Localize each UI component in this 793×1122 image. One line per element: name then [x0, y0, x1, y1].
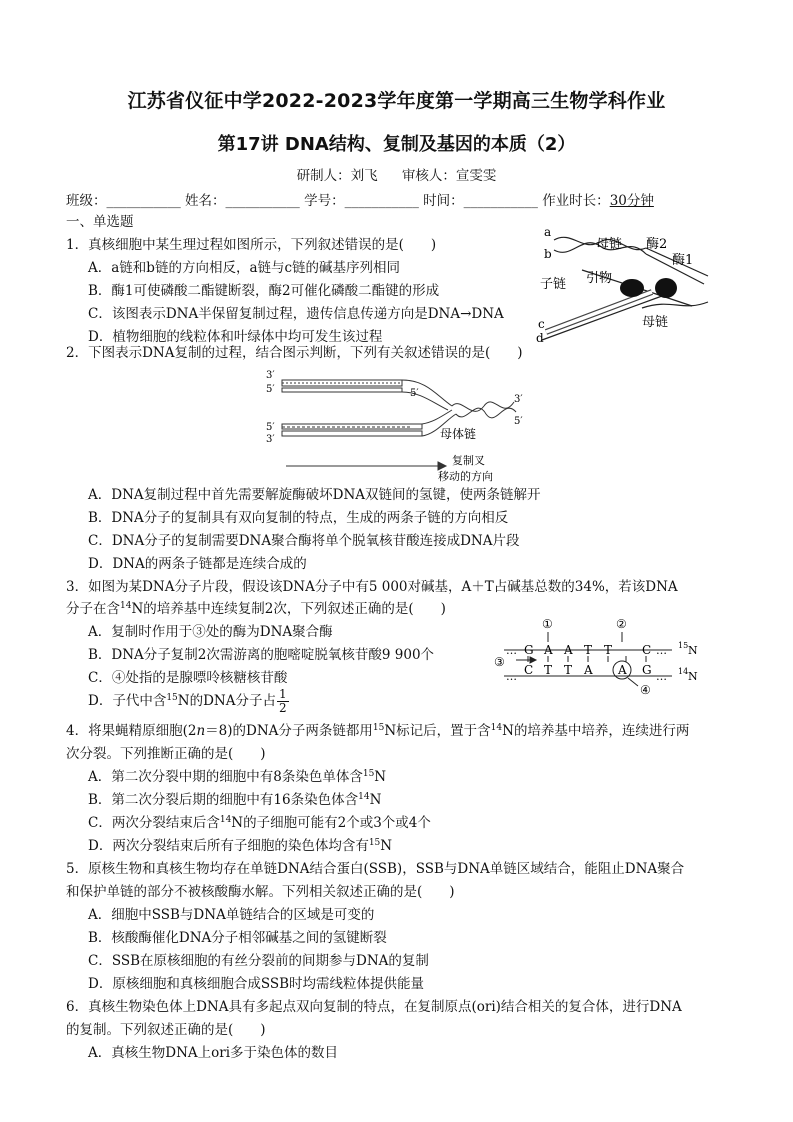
name-label: 姓名：	[185, 193, 226, 209]
q3-bottom-base-2: T	[544, 663, 553, 677]
one-half-fraction: $\frac{1}{2}$	[278, 687, 287, 715]
q1-label-b: b	[544, 247, 552, 261]
q3-dna-segment-figure	[492, 614, 702, 696]
q3-dots-top-left: …	[506, 644, 517, 657]
q1-label-primer: 引物	[586, 271, 613, 286]
q3-n14-sup: 14	[678, 667, 689, 676]
q1-stem: 1．真核细胞中某生理过程如图所示，下列叙述错误的是( )	[66, 237, 437, 253]
q2-label-5prime-right: 5′	[514, 416, 523, 427]
duration-label: 作业时长：	[542, 193, 610, 209]
section-heading: 一、单选题	[66, 214, 134, 230]
q2-label-3prime-bottom: 3′	[266, 434, 275, 445]
q3-option-a: A．复制时作用于③处的酶为DNA聚合酶	[88, 624, 333, 640]
q2-option-a: A．DNA复制过程中首先需要解旋酶破坏DNA双链间的氢键，使两条链解开	[88, 487, 541, 503]
q2-label-parent-strand: 母体链	[440, 427, 477, 441]
q2-label-3prime-right: 3′	[514, 394, 523, 405]
q2-label-fork-2: 移动的方向	[438, 470, 493, 483]
q3-bottom-base-3: T	[564, 663, 573, 677]
q4-option-c: C．两次分裂结束后含$^{14}$N的子细胞可能有2个或3个或4个	[88, 815, 431, 831]
q3-top-base-1: G	[524, 643, 534, 657]
q6-stem-line1: 6．真核生物染色体上DNA具有多起点双向复制的特点，在复制原点(ori)结合相关的复合体，进行DNA	[66, 999, 682, 1015]
q5-stem-line1: 5．原核生物和真核生物均存在单链DNA结合蛋白(SSB)，SSB与DNA单链区域结合，能阻止DNA聚合	[66, 861, 685, 877]
q4-option-a: A．第二次分裂中期的细胞中有8条染色单体含$^{15}$N	[88, 769, 387, 785]
author-line	[0, 164, 793, 184]
q3-dots-bottom-left: …	[506, 670, 517, 683]
q3-mark-1: ①	[542, 617, 553, 631]
q1-option-b: B．酶1可使磷酸二酯键断裂，酶2可催化磷酸二酯键的形成	[88, 283, 440, 299]
id-label: 学号：	[304, 193, 345, 209]
q3-mark-4: ④	[640, 683, 651, 696]
q3-top-base-6: C	[642, 643, 652, 657]
q1-label-enzyme1: 酶1	[672, 253, 694, 268]
q2-option-b: B．DNA分子的复制具有双向复制的特点，生成的两条子链的方向相反	[88, 510, 509, 526]
q2-option-d: D．DNA的两条子链都是连续合成的	[88, 556, 307, 572]
q3-n15-n: N	[688, 644, 698, 657]
q3-mark-2: ②	[616, 617, 627, 631]
q5-option-b: B．核酸酶催化DNA分子相邻碱基之间的氢键断裂	[88, 930, 387, 946]
q1-option-c: C．该图表示DNA半保留复制过程，遗传信息传递方向是DNA→DNA	[88, 306, 504, 322]
q1-replication-figure	[532, 222, 732, 350]
q1-label-mother-strand-bottom: 母链	[642, 315, 669, 330]
student-info-line: 班级：___________ 姓名：___________ 学号：___________ 时间：___________ 作业时长：30分钟	[66, 193, 654, 209]
q3-bottom-base-4: A	[584, 663, 593, 677]
q3-option-b: B．DNA分子复制2次需游离的胞嘧啶脱氧核苷酸9 900个	[88, 647, 435, 663]
q3-option-c: C．④处指的是腺嘌呤核糖核苷酸	[88, 670, 288, 686]
q1-option-d: D．植物细胞的线粒体和叶绿体中均可发生该过程	[88, 329, 383, 345]
enzyme2-shape	[620, 279, 644, 297]
q2-label-5prime-fork: 5′	[410, 388, 419, 399]
q3-mark-3: ③	[494, 655, 505, 669]
enzyme1-shape	[655, 278, 677, 298]
q3-option-d: D．子代中含$^{15}$N的DNA分子占 $\frac{1}{2}$	[88, 687, 287, 715]
q5-option-c: C．SSB在原核细胞的有丝分裂前的间期参与DNA的复制	[88, 953, 429, 969]
time-label: 时间：	[423, 193, 464, 209]
q4-stem-line1: 4．将果蝇精原细胞(2n＝8)的DNA分子两条链都用$^{15}$N标记后，置于含$^{14}$N的培养基中培养，连续进行两	[66, 723, 690, 739]
q3-dots-bottom-right: …	[656, 670, 667, 683]
q2-label-fork-1: 复制叉	[452, 454, 485, 467]
q3-n14-n: N	[688, 670, 698, 683]
q2-label-5prime-top: 5′	[266, 384, 275, 395]
q2-label-5prime-bottom: 5′	[266, 422, 275, 433]
q3-bottom-base-5: A	[618, 663, 627, 677]
q4-stem-line2: 次分裂。下列推断正确的是( )	[66, 746, 266, 762]
q3-stem-line1: 3．如图为某DNA分子片段，假设该DNA分子中有5 000对碱基，A＋T占碱基总数的34%，若该DNA	[66, 579, 678, 595]
q1-label-daughter-strand: 子链	[540, 277, 567, 292]
q3-dots-top-right: …	[656, 644, 667, 657]
q2-option-c: C．DNA分子的复制需要DNA聚合酶将单个脱氧核苷酸连接成DNA片段	[88, 533, 520, 549]
q1-label-mother-strand-top: 母链	[596, 237, 623, 252]
q4-option-b: B．第二次分裂后期的细胞中有16条染色体含$^{14}$N	[88, 792, 382, 808]
q1-label-enzyme2: 酶2	[646, 237, 668, 252]
page-subtitle: 第17讲 DNA结构、复制及基因的本质（2）	[217, 134, 576, 155]
q3-n15-sup: 15	[678, 641, 689, 650]
q1-label-d: d	[536, 331, 544, 345]
reviewer-label: 审核人：宣雯雯	[401, 168, 497, 184]
q2-replication-fork-figure	[262, 366, 532, 484]
q2-stem: 2．下图表示DNA复制的过程，结合图示判断，下列有关叙述错误的是( )	[66, 345, 523, 361]
q3-bottom-base-6: G	[642, 663, 652, 677]
q3-top-base-2: A	[544, 643, 553, 657]
q5-stem-line2: 和保护单链的部分不被核酸酶水解。下列相关叙述正确的是( )	[66, 884, 455, 900]
q5-option-a: A．细胞中SSB与DNA单链结合的区域是可变的	[88, 907, 375, 923]
q3-bottom-base-1: C	[524, 663, 534, 677]
maker-label: 研制人：刘飞	[296, 168, 378, 184]
duration-value: 30分钟	[609, 193, 654, 209]
class-label: 班级：	[66, 193, 107, 209]
q4-option-d: D．两次分裂结束后所有子细胞的染色体均含有$^{15}$N	[88, 838, 393, 854]
q3-top-base-4: T	[584, 643, 593, 657]
q1-option-a: A．a链和b链的方向相反，a链与c链的碱基序列相同	[88, 260, 401, 276]
q1-label-c: c	[538, 317, 545, 331]
q2-label-3prime-top: 3′	[266, 370, 275, 381]
q3-stem-line2: 分子在含$^{14}$N的培养基中连续复制2次，下列叙述正确的是( )	[66, 601, 446, 617]
q3-top-base-5: T	[604, 643, 613, 657]
q6-option-a: A．真核生物DNA上ori多于染色体的数目	[88, 1045, 339, 1061]
page-title: 江苏省仪征中学2022-2023学年度第一学期高三生物学科作业	[127, 90, 666, 112]
q1-label-a: a	[544, 225, 552, 239]
q3-top-base-3: A	[564, 643, 573, 657]
q5-option-d: D．原核细胞和真核细胞合成SSB时均需线粒体提供能量	[88, 976, 425, 992]
q6-stem-line2: 的复制。下列叙述正确的是( )	[66, 1022, 266, 1038]
